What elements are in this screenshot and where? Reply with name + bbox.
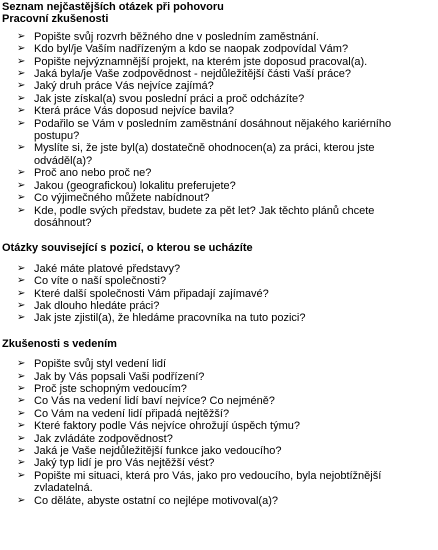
question-text: Jaký druh práce Vás nejvíce zajímá? bbox=[34, 80, 214, 93]
question-text: Kde, podle svých představ, budete za pět let? Jak těchto plánů chcete dosáhnout? bbox=[34, 204, 375, 229]
arrow-bullet-icon: ➢ bbox=[17, 299, 26, 311]
question-item bbox=[2, 93, 438, 105]
question-item bbox=[2, 358, 438, 370]
arrow-bullet-icon: ➢ bbox=[17, 142, 26, 154]
question-text: Proč jste schopným vedoucím? bbox=[34, 382, 187, 395]
question-text: Jaká byla/je Vaše zodpovědnost - nejdůležitější části Vaší práce? bbox=[34, 68, 351, 81]
question-list bbox=[2, 263, 438, 325]
question-item bbox=[2, 288, 438, 300]
question-text: Popište mi situaci, která pro Vás, jako pro vedoucího, byla nejobtížnější zvladatelná. bbox=[34, 469, 382, 495]
question-item bbox=[2, 395, 438, 407]
question-item bbox=[2, 80, 438, 92]
question-item bbox=[2, 118, 438, 143]
arrow-bullet-icon: ➢ bbox=[17, 287, 26, 299]
question-item bbox=[2, 470, 438, 495]
question-text: Kdo byl/je Vaším nadřízeným a kdo se naopak zodpovídal Vám? bbox=[34, 43, 349, 56]
arrow-bullet-icon: ➢ bbox=[17, 445, 26, 456]
question-item bbox=[2, 445, 438, 457]
question-item bbox=[2, 43, 438, 55]
question-item bbox=[2, 205, 438, 230]
question-item bbox=[2, 263, 438, 275]
question-item bbox=[2, 420, 438, 432]
question-item bbox=[2, 68, 438, 80]
arrow-bullet-icon: ➢ bbox=[17, 432, 26, 444]
question-text: Co Vám na vedení lidí připadá nejtěžší? bbox=[34, 407, 230, 420]
question-item bbox=[2, 457, 438, 469]
arrow-bullet-icon: ➢ bbox=[17, 68, 26, 80]
question-item bbox=[2, 300, 438, 312]
arrow-bullet-icon: ➢ bbox=[17, 43, 26, 55]
question-item bbox=[2, 31, 438, 43]
question-text: Jak jste zjistil(a), že hledáme pracovníka na tuto pozici? bbox=[34, 312, 306, 325]
arrow-bullet-icon: ➢ bbox=[17, 358, 26, 370]
arrow-bullet-icon: ➢ bbox=[17, 457, 26, 469]
section-heading: Zkušenosti s vedením bbox=[2, 337, 117, 350]
arrow-bullet-icon: ➢ bbox=[17, 420, 26, 432]
question-item bbox=[2, 312, 438, 324]
arrow-bullet-icon: ➢ bbox=[17, 262, 26, 274]
question-text: Myslíte si, že jste byl(a) dostatečně ohodnocen(a) za práci, kterou jste odváděl(a)? bbox=[34, 142, 375, 167]
question-text: Jak zvládáte zodpovědnost? bbox=[34, 432, 173, 445]
question-text: Jak dlouho hledáte práci? bbox=[34, 299, 160, 312]
arrow-bullet-icon: ➢ bbox=[17, 55, 26, 67]
arrow-bullet-icon: ➢ bbox=[17, 407, 26, 419]
document-title: Seznam nejčastějších otázek při pohovoru bbox=[2, 1, 224, 13]
question-item bbox=[2, 167, 438, 179]
arrow-bullet-icon: ➢ bbox=[17, 179, 26, 191]
arrow-bullet-icon: ➢ bbox=[17, 80, 26, 92]
arrow-bullet-icon: ➢ bbox=[17, 30, 26, 42]
question-text: Jaký typ lidí je pro Vás nejtěžší vést? bbox=[34, 457, 215, 470]
section-heading: Pracovní zkušenosti bbox=[2, 13, 109, 26]
question-text: Proč ano nebo proč ne? bbox=[34, 167, 152, 180]
arrow-bullet-icon: ➢ bbox=[17, 469, 26, 481]
arrow-bullet-icon: ➢ bbox=[17, 382, 26, 394]
question-item bbox=[2, 371, 438, 383]
question-text: Která práce Vás doposud nejvíce bavila? bbox=[34, 105, 234, 118]
question-text: Popište svůj styl vedení lidí bbox=[34, 358, 167, 371]
question-text: Jaká je Vaše nejdůležitější funkce jako vedoucího? bbox=[34, 445, 282, 457]
question-list bbox=[2, 358, 438, 507]
section-heading: Otázky související s pozicí, o kterou se ucházíte bbox=[2, 242, 253, 255]
arrow-bullet-icon: ➢ bbox=[17, 117, 26, 129]
question-item bbox=[2, 105, 438, 117]
question-item bbox=[2, 180, 438, 192]
question-text: Co výjimečného můžete nabídnout? bbox=[34, 192, 210, 205]
question-item bbox=[2, 192, 438, 204]
arrow-bullet-icon: ➢ bbox=[17, 167, 26, 179]
arrow-bullet-icon: ➢ bbox=[17, 92, 26, 104]
question-text: Co víte o naší společnosti? bbox=[34, 275, 167, 288]
question-text: Jakou (geografickou) lokalitu preferujete? bbox=[34, 179, 236, 192]
question-text: Podařilo se Vám v posledním zaměstnání dosáhnout nějakého kariérního postupu? bbox=[34, 117, 392, 143]
question-text: Které faktory podle Vás nejvíce ohrožují úspěch týmu? bbox=[34, 420, 300, 433]
arrow-bullet-icon: ➢ bbox=[17, 370, 26, 382]
question-text: Jaké máte platové představy? bbox=[34, 262, 181, 275]
arrow-bullet-icon: ➢ bbox=[17, 105, 26, 117]
question-text: Popište svůj rozvrh běžného dne v posledním zaměstnání. bbox=[34, 30, 319, 43]
arrow-bullet-icon: ➢ bbox=[17, 395, 26, 407]
question-list bbox=[2, 31, 438, 230]
question-item bbox=[2, 383, 438, 395]
question-item bbox=[2, 408, 438, 420]
sections-container bbox=[2, 13, 438, 507]
question-item bbox=[2, 56, 438, 68]
arrow-bullet-icon: ➢ bbox=[17, 204, 26, 216]
arrow-bullet-icon: ➢ bbox=[17, 192, 26, 204]
question-text: Popište nejvýznamnější projekt, na kterém jste doposud pracoval(a). bbox=[34, 55, 368, 68]
question-text: Jak jste získal(a) svou poslední práci a proč odcházíte? bbox=[34, 92, 305, 105]
question-text: Jak by Vás popsali Vaši podřízení? bbox=[34, 370, 205, 383]
arrow-bullet-icon: ➢ bbox=[17, 494, 26, 506]
question-text: Co děláte, abyste ostatní co nejlépe motivoval(a)? bbox=[34, 494, 278, 507]
question-text: Co Vás na vedení lidí baví nejvíce? Co nejméně? bbox=[34, 395, 275, 408]
question-item bbox=[2, 142, 438, 167]
question-text: Které další společnosti Vám připadají zajímavé? bbox=[34, 287, 269, 300]
question-item bbox=[2, 495, 438, 507]
arrow-bullet-icon: ➢ bbox=[17, 275, 26, 287]
question-item bbox=[2, 433, 438, 445]
arrow-bullet-icon: ➢ bbox=[17, 312, 26, 324]
question-item bbox=[2, 275, 438, 287]
